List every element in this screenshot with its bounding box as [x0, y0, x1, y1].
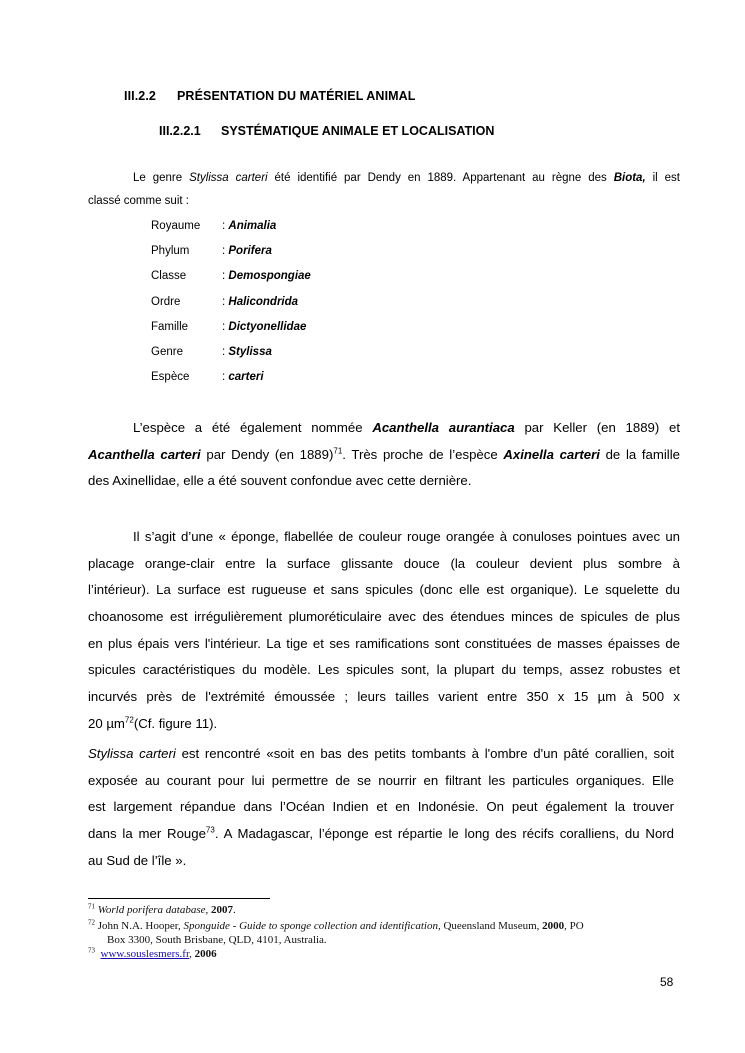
text-line: dans la mer Rouge$^{73}$. A Madagascar, l’éponge est répartie le long des récifs coralliens, du Nord: [88, 825, 674, 842]
website-link[interactable]: www.souslesmers.fr: [100, 948, 190, 960]
intro-line-2: classé comme suit :: [88, 195, 189, 207]
intro-line-1: Le genre Stylissa carteri été identifié par Dendy en 1889. Appartenant au règne des Biota, il est: [133, 172, 680, 184]
subsection-number: III.2.2.1: [159, 124, 201, 138]
text-line: l’intérieur). La surface est rugueuse et sans spicules (donc elle est organique). Le squelette du: [88, 582, 680, 598]
taxonomy-row: Ordre : Halicondrida: [151, 295, 299, 308]
page-number: 58: [660, 975, 674, 989]
text-line: au Sud de l’île ».: [88, 852, 187, 868]
section-heading: [124, 89, 416, 103]
text-line: Il s’agit d’une « éponge, flabellée de couleur rouge orangée à conuloses pointues avec un: [133, 529, 680, 544]
section-title: PRÉSENTATION DU MATÉRIEL ANIMAL: [177, 89, 416, 103]
footnote-72-line-2: Box 3300, South Brisbane, QLD, 4101, Australia.: [107, 934, 327, 946]
text-line: des Axinellidae, elle a été souvent confondue avec cette dernière.: [88, 473, 472, 489]
taxonomy-row: Phylum : Porifera: [151, 245, 272, 258]
paragraph-distribution: [88, 746, 674, 879]
text-line: exposée au courant pour lui permettre de se nourrir en filtrant les particules organiques. Elle: [88, 772, 674, 788]
footnote-number: 72: [88, 918, 95, 927]
footnote-ref: 72: [124, 715, 134, 725]
footnote-ref: 73: [205, 825, 215, 835]
subsection-heading: [159, 124, 494, 138]
text-line: Stylissa carteri est rencontré «soit en bas des petits tombants à l'ombre d'un pâté corallien, soit: [88, 746, 674, 761]
text-line: 20 µm$^{72}$(Cf. figure 11).: [88, 715, 218, 731]
text-line: Acanthella carteri par Dendy (en 1889)$^{71}$. Très proche de l’espèce Axinella carteri de la famille: [88, 446, 680, 462]
paragraph-synonyms: [88, 420, 680, 500]
footnote-73: $^{73}$ www.souslesmers.fr, 2006: [88, 946, 217, 960]
text-line: choanosome est irrégulièrement plumoréticulaire avec des étendues minces de spicules de plus: [88, 609, 680, 625]
footnote-71: $^{71}$ World porifera database, 2007.: [88, 902, 236, 916]
text-line: incurvés près de l'extrémité émoussée ; leurs tailles varient entre 350 x 15 µm à 500 x: [88, 689, 680, 705]
species-name: Acanthella carteri: [88, 446, 201, 462]
species-name: Stylissa carteri: [189, 172, 268, 184]
text-line: spicules caractéristiques du modèle. Les spicules sont, la plupart du temps, assez robustes et: [88, 662, 680, 678]
section-number: III.2.2: [124, 89, 156, 103]
paragraph-description: [88, 529, 680, 743]
footnote-72: $^{72}$ John N.A. Hooper, Sponguide - Guide to sponge collection and identification, Queensland Museum, 2000, PO: [88, 918, 584, 932]
footnote-number: 73: [88, 946, 95, 955]
taxonomy-row: Genre : Stylissa: [151, 345, 272, 358]
text-line: est largement répandue dans l’Océan Indien et en Indonésie. On peut également la trouver: [88, 799, 674, 815]
kingdom-name: Biota,: [613, 172, 646, 184]
taxonomy-list: [151, 220, 311, 396]
footnote-divider: [88, 898, 270, 899]
text-line: placage orange-clair entre la surface glissante douce (la couleur devient plus sombre à: [88, 555, 680, 571]
taxonomy-row: Espèce : carteri: [151, 371, 264, 384]
species-name: Axinella carteri: [503, 446, 600, 462]
text-line: L’espèce a été également nommée Acanthella aurantiaca par Keller (en 1889) et: [133, 420, 680, 435]
subsection-title: SYSTÉMATIQUE ANIMALE ET LOCALISATION: [221, 124, 495, 138]
species-name: Acanthella aurantiaca: [372, 420, 515, 435]
taxonomy-row: Classe : Demospongiae: [151, 270, 311, 283]
species-name: Stylissa carteri: [88, 746, 176, 761]
text-line: en plus épais vers l'intérieur. La tige et ses ramifications sont constituées de masses épaisses de: [88, 635, 680, 651]
taxonomy-row: Royaume : Animalia: [151, 220, 277, 232]
intro-paragraph: [88, 166, 680, 212]
footnote-number: 71: [88, 902, 95, 911]
taxonomy-row: Famille : Dictyonellidae: [151, 320, 307, 333]
footnote-ref: 71: [333, 446, 343, 456]
